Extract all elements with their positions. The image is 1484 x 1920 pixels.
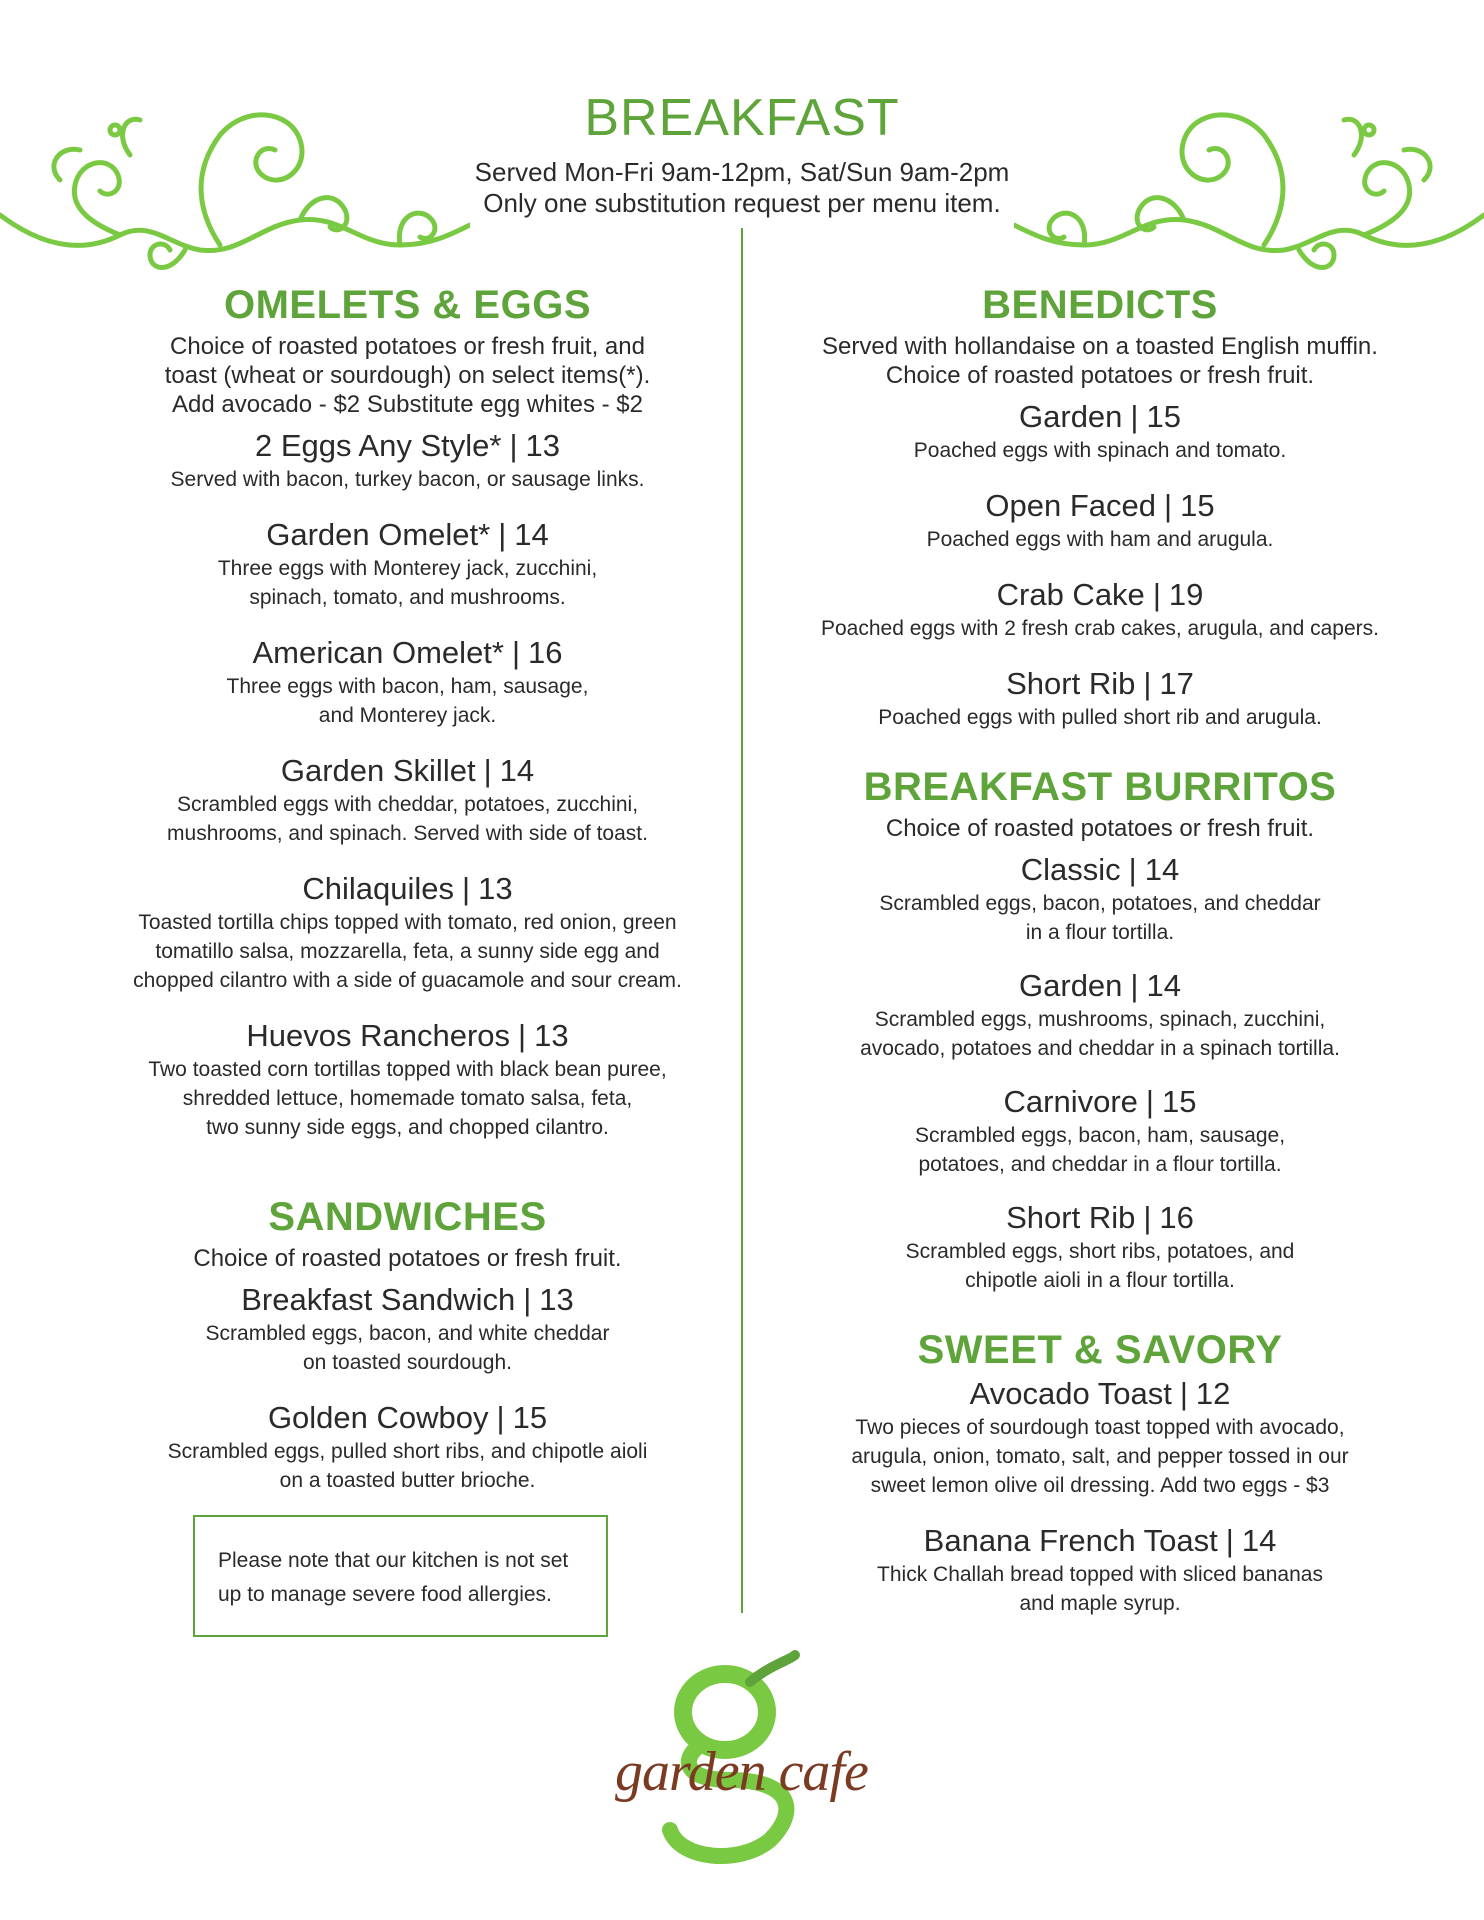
item-description: Poached eggs with pulled short rib and arugula. (878, 706, 1322, 729)
sweet-savory-section (785, 1325, 1415, 1618)
item-price: 15 (512, 1400, 548, 1435)
item-name: Garden (1019, 399, 1123, 434)
menu-item (785, 487, 1415, 554)
item-title: Classic | 14 (1020, 852, 1180, 887)
item-price: 15 (1146, 399, 1181, 434)
item-description: Three eggs with Monterey jack, zucchini, (217, 557, 598, 580)
menu-item (785, 1199, 1415, 1295)
item-price: 19 (1168, 577, 1204, 612)
section-heading: SWEET & SAVORY (917, 1328, 1283, 1372)
item-description: tomatillo salsa, mozzarella, feta, a sunny side egg and (155, 940, 660, 963)
item-price: 14 (1144, 852, 1180, 887)
benedicts-section (785, 280, 1415, 732)
menu-item (105, 1281, 710, 1377)
item-price: 14 (1146, 968, 1181, 1003)
item-description: chipotle aioli in a flour tortilla. (965, 1269, 1235, 1292)
item-title: Avocado Toast | 12 (969, 1376, 1231, 1411)
item-description: sweet lemon olive oil dressing. Add two eggs - $3 (870, 1474, 1330, 1497)
item-description: Poached eggs with spinach and tomato. (913, 439, 1287, 462)
item-price: 17 (1159, 666, 1194, 701)
note-line: Choice of roasted potatoes or fresh fruit, and (170, 333, 645, 360)
section-heading: OMELETS & EGGS (223, 283, 592, 327)
item-name: Huevos Rancheros (246, 1018, 511, 1053)
item-name: Golden Cowboy (267, 1400, 489, 1435)
item-description: Toasted tortilla chips topped with tomato, red onion, green (138, 911, 677, 934)
section-note: Choice of roasted potatoes or fresh fruit. (885, 815, 1315, 842)
item-title: Open Faced | 15 (985, 488, 1215, 523)
item-name: Short Rib (1006, 1200, 1136, 1235)
logo-wordmark: garden cafe (615, 1741, 868, 1803)
hours-line: Served Mon-Fri 9am-12pm, Sat/Sun 9am-2pm (474, 157, 1010, 187)
item-name: Avocado Toast (969, 1376, 1172, 1411)
allergy-notice (193, 1515, 608, 1637)
menu-item (785, 1375, 1415, 1500)
section-heading: BREAKFAST BURRITOS (863, 765, 1337, 809)
item-name: Chilaquiles (302, 871, 455, 906)
menu-item (785, 851, 1415, 947)
item-price: 14 (514, 517, 549, 552)
item-description: Two pieces of sourdough toast topped with avocado, (855, 1416, 1345, 1439)
item-description: Three eggs with bacon, ham, sausage, (226, 675, 589, 698)
menu-item (785, 1083, 1415, 1179)
service-hours (0, 157, 1484, 219)
item-title: Huevos Rancheros | 13 (246, 1018, 569, 1053)
note-line: Add avocado - $2 Substitute egg whites - $2 (172, 391, 643, 418)
item-description: potatoes, and cheddar in a flour tortilla. (918, 1153, 1282, 1176)
item-description: arugula, onion, tomato, salt, and pepper tossed in our (851, 1445, 1349, 1468)
item-price: 14 (1241, 1523, 1277, 1558)
menu-item (785, 1522, 1415, 1618)
item-price: 13 (534, 1018, 569, 1053)
item-description: mushrooms, and spinach. Served with side of toast. (167, 822, 648, 845)
item-description: Thick Challah bread topped with sliced bananas (877, 1563, 1323, 1586)
left-column (105, 280, 710, 1495)
item-title: Chilaquiles | 13 (302, 871, 513, 906)
section-note (105, 332, 710, 419)
item-price: 16 (528, 635, 563, 670)
item-description: Served with bacon, turkey bacon, or sausage links. (170, 468, 645, 491)
item-description: Scrambled eggs, pulled short ribs, and chipotle aioli (167, 1440, 648, 1463)
item-description: Scrambled eggs, mushrooms, spinach, zucchini, (874, 1008, 1326, 1031)
item-description: Two toasted corn tortillas topped with black bean puree, (148, 1058, 667, 1081)
menu-item (785, 967, 1415, 1063)
note-line: Served with hollandaise on a toasted English muffin. (822, 333, 1378, 360)
item-name: Breakfast Sandwich (241, 1282, 516, 1317)
item-name: Crab Cake (996, 577, 1145, 612)
allergy-line: up to manage severe food allergies. (218, 1583, 552, 1606)
omelets-section (105, 280, 710, 1142)
menu-item (785, 576, 1415, 643)
section-note: Choice of roasted potatoes or fresh fruit. (193, 1245, 622, 1272)
item-title: Carnivore | 15 (1003, 1084, 1197, 1119)
page-title: BREAKFAST (584, 89, 900, 147)
item-description: and Monterey jack. (318, 704, 497, 727)
item-price: 15 (1180, 488, 1215, 523)
item-description: Scrambled eggs, bacon, and white cheddar (205, 1322, 610, 1345)
item-price: 12 (1195, 1376, 1231, 1411)
item-name: Carnivore (1003, 1084, 1138, 1119)
item-price: 13 (478, 871, 513, 906)
menu-item (105, 870, 710, 995)
item-name: Short Rib (1006, 666, 1136, 701)
item-title: Short Rib | 16 (1006, 1200, 1194, 1235)
section-note (785, 332, 1415, 390)
item-title: Golden Cowboy | 15 (267, 1400, 548, 1435)
menu-item (105, 516, 710, 612)
item-description: and maple syrup. (1019, 1592, 1181, 1615)
menu-item (105, 427, 710, 494)
item-price: 15 (1161, 1084, 1197, 1119)
item-title: Banana French Toast | 14 (923, 1523, 1277, 1558)
item-title: Garden Omelet* | 14 (266, 517, 549, 552)
item-title: Crab Cake | 19 (996, 577, 1204, 612)
item-name: Garden Skillet (280, 753, 476, 788)
item-title: Garden | 14 (1019, 968, 1181, 1003)
section-heading: SANDWICHES (268, 1195, 547, 1239)
item-description: chopped cilantro with a side of guacamole and sour cream. (133, 969, 682, 992)
item-price: 14 (499, 753, 535, 788)
item-price: 16 (1159, 1200, 1194, 1235)
item-price: 13 (525, 428, 560, 463)
item-name: Garden (1019, 968, 1123, 1003)
item-description: Scrambled eggs with cheddar, potatoes, zucchini, (176, 793, 639, 816)
allergy-line: Please note that our kitchen is not set (218, 1549, 569, 1572)
item-name: Classic (1020, 852, 1121, 887)
right-column (785, 280, 1415, 1618)
substitution-line: Only one substitution request per menu item. (483, 188, 1001, 218)
item-description: Poached eggs with ham and arugula. (926, 528, 1274, 551)
item-name: Open Faced (985, 488, 1157, 523)
column-divider (741, 228, 743, 1613)
item-title: Garden | 15 (1019, 399, 1181, 434)
item-description: on toasted sourdough. (303, 1351, 512, 1374)
item-description: two sunny side eggs, and chopped cilantro. (206, 1116, 609, 1139)
burritos-section (785, 762, 1415, 1295)
section-heading: BENEDICTS (982, 283, 1218, 327)
item-description: Scrambled eggs, bacon, ham, sausage, (914, 1124, 1286, 1147)
item-title: Garden Skillet | 14 (280, 753, 535, 788)
item-description: shredded lettuce, homemade tomato salsa, feta, (182, 1087, 633, 1110)
item-title: Short Rib | 17 (1006, 666, 1194, 701)
item-description: Scrambled eggs, bacon, potatoes, and cheddar (879, 892, 1321, 915)
item-name: American Omelet* (252, 635, 504, 670)
item-title: 2 Eggs Any Style* | 13 (255, 428, 560, 463)
item-title: Breakfast Sandwich | 13 (241, 1282, 574, 1317)
menu-item (105, 752, 710, 848)
item-title: American Omelet* | 16 (252, 635, 563, 670)
sandwiches-section (105, 1192, 710, 1495)
menu-item (105, 1399, 710, 1495)
item-name: Garden Omelet* (266, 517, 491, 552)
note-line: toast (wheat or sourdough) on select items(*). (164, 362, 651, 389)
item-description: Poached eggs with 2 fresh crab cakes, arugula, and capers. (821, 617, 1379, 640)
note-line: Choice of roasted potatoes or fresh fruit. (885, 362, 1315, 389)
menu-item (785, 665, 1415, 732)
item-description: in a flour tortilla. (1025, 921, 1175, 944)
item-description: spinach, tomato, and mushrooms. (249, 586, 566, 609)
item-price: 13 (539, 1282, 574, 1317)
item-description: Scrambled eggs, short ribs, potatoes, and (905, 1240, 1295, 1263)
item-description: on a toasted butter brioche. (279, 1469, 536, 1492)
menu-item (105, 1017, 710, 1142)
menu-item (785, 398, 1415, 465)
item-name: Banana French Toast (923, 1523, 1218, 1558)
item-name: 2 Eggs Any Style* (255, 428, 502, 463)
item-description: avocado, potatoes and cheddar in a spinach tortilla. (860, 1037, 1340, 1060)
menu-item (105, 634, 710, 730)
